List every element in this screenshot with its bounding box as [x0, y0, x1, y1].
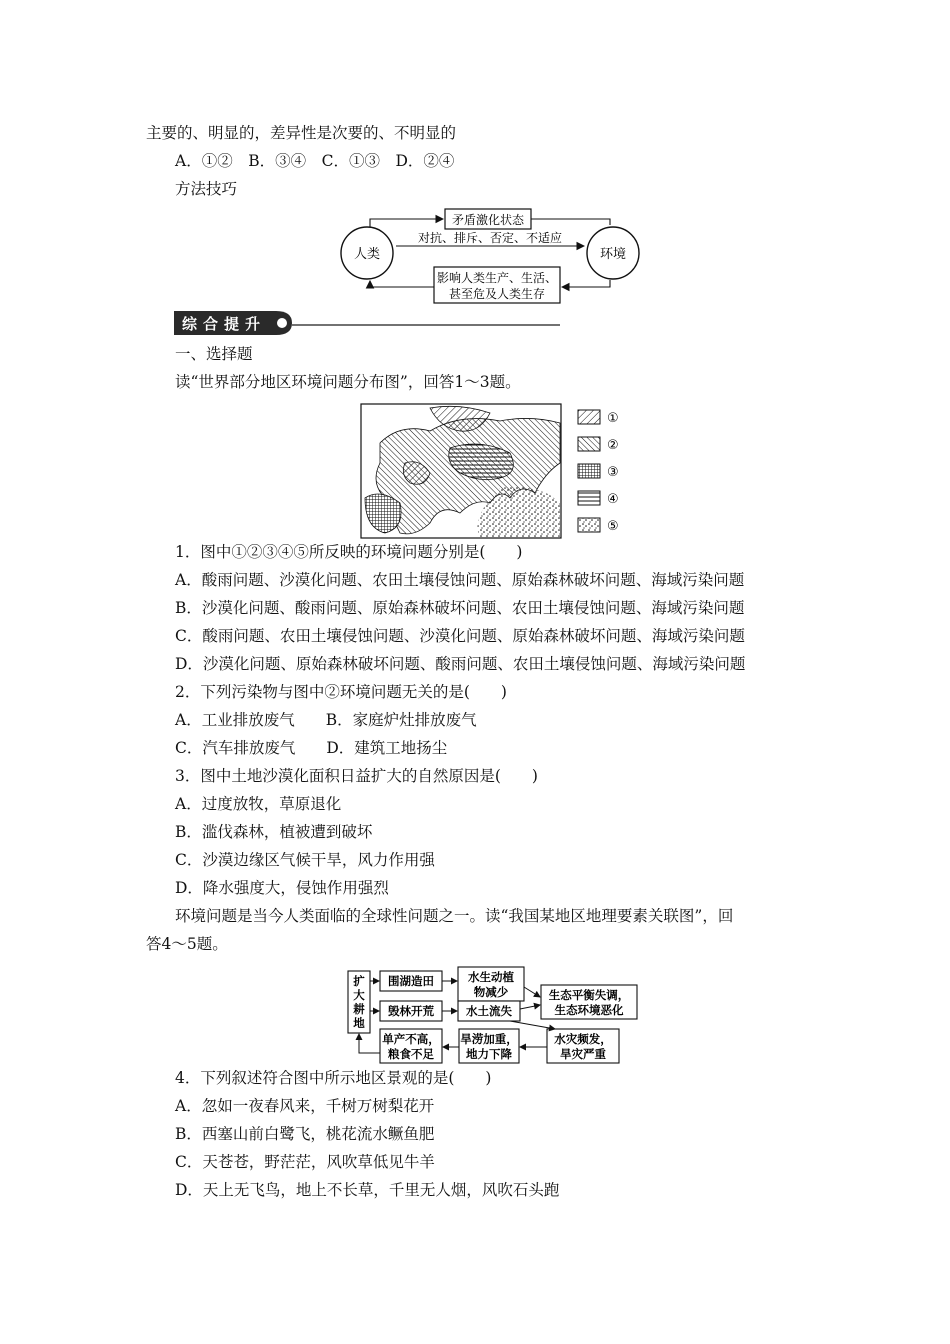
section-banner-label: 综合提升 [182, 315, 267, 333]
q4-option-c: C．天苍苍，野茫茫，风吹草低见牛羊 [175, 1153, 435, 1171]
flow-b2b: 物减少 [473, 985, 509, 999]
impact-line2: 甚至危及人类生存 [448, 287, 546, 301]
flow-left-4: 地 [353, 1016, 365, 1030]
intro-2-line2: 答4～5题。 [146, 935, 228, 953]
impact-line1: 影响人类生产、生活、 [436, 271, 558, 285]
q4-option-a: A．忽如一夜春风来，千树万树梨花开 [175, 1097, 435, 1115]
environment-map [360, 403, 630, 539]
q3-option-c: C．沙漠边缘区气候干旱，风力作用强 [175, 851, 435, 869]
legend-1: ① [607, 411, 619, 426]
flow-b8b: 粮食不足 [388, 1047, 434, 1061]
flow-b6a: 水灾频发， [554, 1032, 612, 1046]
flow-b4: 毁林开荒 [388, 1004, 434, 1018]
q2-options-ab: A．工业排放废气 B．家庭炉灶排放废气 [175, 711, 477, 729]
options-line: A．①② B．③④ C．①③ D．②④ [175, 152, 455, 170]
flow-left-1: 扩 [353, 974, 365, 988]
q1-stem: 1．图中①②③④⑤所反映的环境问题分别是( ) [175, 543, 523, 561]
flow-b1: 围湖造田 [388, 974, 434, 988]
method-heading: 方法技巧 [175, 180, 238, 198]
middle-label: 对抗、排斥、否定、不适应 [417, 231, 563, 245]
intro-2-line1: 环境问题是当今人类面临的全球性问题之一。读“我国某地区地理要素关联图”，回 [175, 907, 734, 925]
flow-b3a: 生态平衡失调， [548, 988, 630, 1002]
q1-option-a: A．酸雨问题、沙漠化问题、农田土壤侵蚀问题、原始森林破坏问题、海域污染问题 [175, 571, 745, 589]
q4-option-b: B．西塞山前白鹭飞，桃花流水鳜鱼肥 [175, 1125, 435, 1143]
flow-b8a: 单产不高， [382, 1032, 440, 1046]
flow-b7b: 地力下降 [466, 1047, 512, 1061]
conflict-label: 矛盾激化状态 [451, 213, 525, 227]
flow-b7a: 旱涝加重， [460, 1032, 518, 1046]
flow-b6b: 旱灾严重 [560, 1047, 606, 1061]
q1-option-b: B．沙漠化问题、酸雨问题、原始森林破坏问题、农田土壤侵蚀问题、海域污染问题 [175, 599, 745, 617]
intro-1: 读“世界部分地区环境问题分布图”，回答1～3题。 [175, 373, 521, 391]
q4-stem: 4．下列叙述符合图中所示地区景观的是( ) [175, 1069, 492, 1087]
section-banner [174, 309, 560, 337]
q3-option-b: B．滥伐森林，植被遭到破坏 [175, 823, 373, 841]
environment-label: 环境 [599, 247, 627, 262]
q4-option-d: D．天上无飞鸟，地上不长草，千里无人烟，风吹石头跑 [175, 1181, 560, 1199]
legend-5: ⑤ [607, 519, 619, 534]
q3-option-d: D．降水强度大，侵蚀作用强烈 [175, 879, 389, 897]
q1-option-c: C．酸雨问题、农田土壤侵蚀问题、沙漠化问题、原始森林破坏问题、海域污染问题 [175, 627, 745, 645]
q3-stem: 3．图中土地沙漠化面积日益扩大的自然原因是( ) [175, 767, 538, 785]
continued-text: 主要的、明显的，差异性是次要的、不明显的 [146, 124, 457, 142]
q2-options-cd: C．汽车排放废气 D．建筑工地扬尘 [175, 739, 448, 757]
part-one-heading: 一、选择题 [175, 345, 253, 363]
q3-option-a: A．过度放牧，草原退化 [175, 795, 342, 813]
flow-b2a: 水生动植 [468, 970, 514, 984]
flow-b3b: 生态环境恶化 [554, 1003, 624, 1017]
q1-option-d: D．沙漠化问题、原始森林破坏问题、酸雨问题、农田土壤侵蚀问题、海域污染问题 [175, 655, 746, 673]
flow-left-2: 大 [353, 988, 365, 1002]
flow-left-3: 耕 [353, 1002, 365, 1016]
flow-b5: 水土流失 [466, 1004, 512, 1018]
legend-3: ③ [607, 465, 619, 480]
q2-stem: 2．下列污染物与图中②环境问题无关的是( ) [175, 683, 507, 701]
legend-4: ④ [607, 492, 619, 507]
legend-2: ② [607, 438, 619, 453]
human-label: 人类 [353, 247, 381, 262]
method-diagram [340, 205, 640, 305]
relation-diagram [345, 963, 645, 1065]
